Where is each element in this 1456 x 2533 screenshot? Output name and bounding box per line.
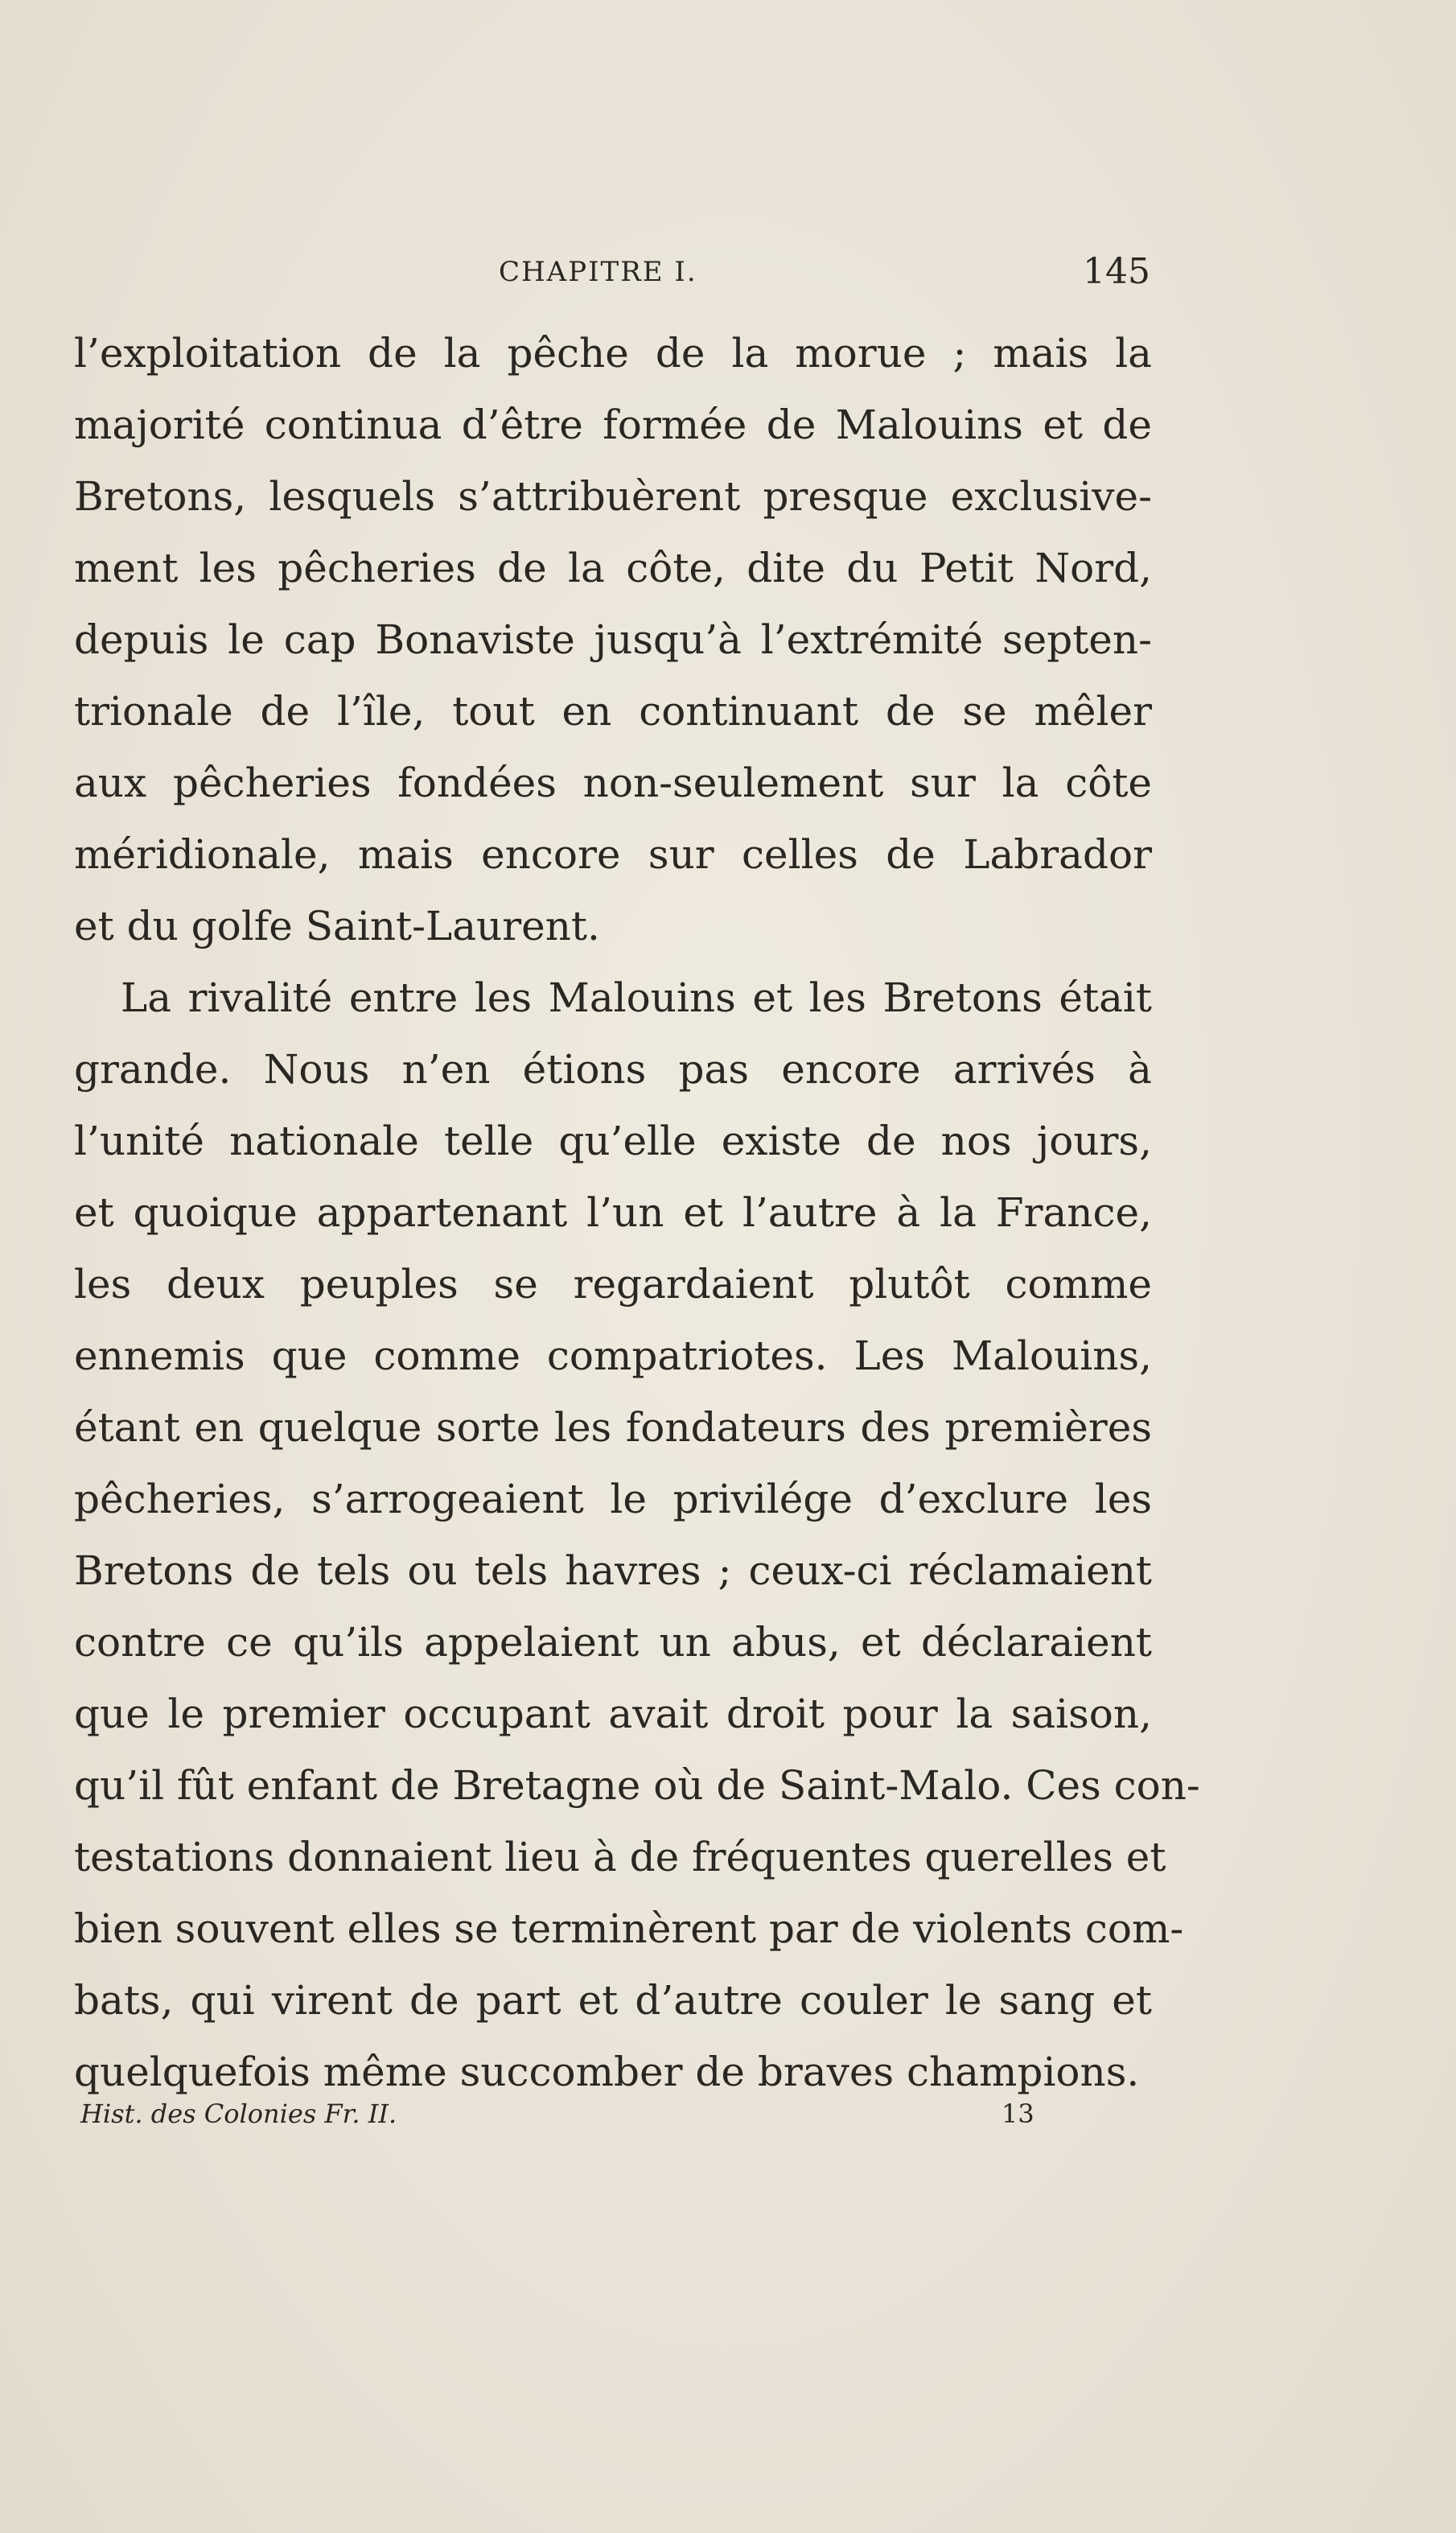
signature-title: Hist. des Colonies Fr. II. bbox=[80, 2098, 397, 2129]
text-line: grande. Nous n’en étions pas encore arrivés à bbox=[74, 1046, 1152, 1093]
text-line: trionale de l’île, tout en continuant de se mêler bbox=[74, 688, 1152, 735]
text-line: les deux peuples se regardaient plutôt comme bbox=[74, 1261, 1152, 1308]
text-line: majorité continua d’être formée de Malouins et de bbox=[74, 402, 1152, 448]
text-line: ment les pêcheries de la côte, dite du Petit Nord, bbox=[74, 545, 1152, 591]
text-line: quelquefois même succomber de braves champions. bbox=[74, 2049, 1140, 2095]
text-line: méridionale, mais encore sur celles de Labrador bbox=[74, 831, 1152, 878]
page-header bbox=[80, 251, 1150, 304]
text-line: l’unité nationale telle qu’elle existe de nos jours, bbox=[74, 1118, 1152, 1164]
text-line: testations donnaient lieu à de fréquentes querelles et bbox=[74, 1834, 1166, 1880]
text-line: bien souvent elles se terminèrent par de violents com- bbox=[74, 1905, 1184, 1952]
text-line: Bretons, lesquels s’attribuèrent presque exclusive- bbox=[74, 473, 1152, 520]
text-line: La rivalité entre les Malouins et les Bretons était bbox=[121, 974, 1152, 1021]
text-line: et du golfe Saint-Laurent. bbox=[74, 903, 600, 949]
text-line: depuis le cap Bonaviste jusqu’à l’extrémité septen- bbox=[74, 616, 1152, 663]
body-text bbox=[74, 318, 1200, 2108]
running-title: CHAPITRE I. bbox=[499, 256, 697, 288]
text-line: étant en quelque sorte les fondateurs des premières bbox=[74, 1404, 1152, 1451]
text-line: qu’il fût enfant de Bretagne où de Saint-Malo. Ces con- bbox=[74, 1762, 1200, 1809]
text-line: que le premier occupant avait droit pour la saison, bbox=[74, 1691, 1152, 1737]
text-line: pêcheries, s’arrogeaient le privilége d’exclure les bbox=[74, 1476, 1152, 1522]
text-line: et quoique appartenant l’un et l’autre à la France, bbox=[74, 1189, 1152, 1236]
text-line: ennemis que comme compatriotes. Les Malouins, bbox=[74, 1332, 1152, 1379]
text-line: contre ce qu’ils appelaient un abus, et déclaraient bbox=[74, 1619, 1152, 1666]
text-line: aux pêcheries fondées non-seulement sur la côte bbox=[74, 760, 1152, 806]
page-footer bbox=[80, 2098, 1046, 2139]
text-line: l’exploitation de la pêche de la morue ; mais la bbox=[74, 330, 1152, 377]
text-line: Bretons de tels ou tels havres ; ceux-ci réclamaient bbox=[74, 1547, 1152, 1594]
text-line: bats, qui virent de part et d’autre couler le sang et bbox=[74, 1977, 1152, 2024]
signature-mark: 13 bbox=[1002, 2098, 1034, 2129]
page-number: 145 bbox=[1083, 251, 1150, 292]
